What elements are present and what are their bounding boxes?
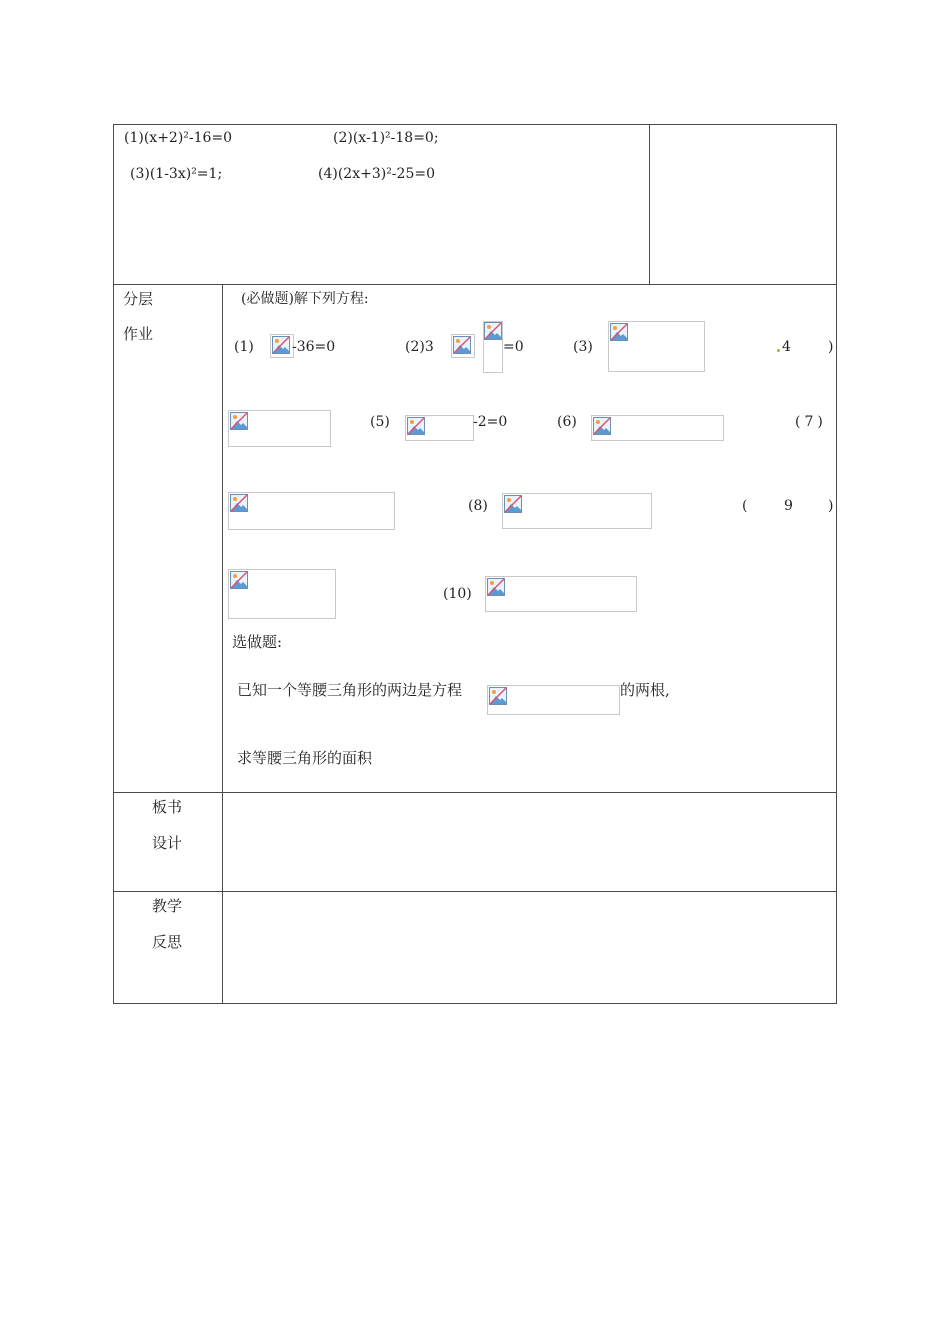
formula-image-p7	[228, 492, 395, 530]
broken-image-icon	[230, 494, 248, 512]
table-border-top	[113, 124, 837, 125]
broken-image-icon	[610, 323, 628, 341]
problem-5-label: (5)	[370, 414, 390, 430]
board-label-1: 板书	[152, 798, 183, 816]
equation-2: (2)(x-1)²-18=0;	[333, 130, 439, 146]
optional-line-2: 求等腰三角形的面积	[237, 749, 373, 767]
required-title: (必做题)解下列方程:	[241, 291, 369, 307]
reflection-label-1: 教学	[152, 897, 183, 915]
equation-4: (4)(2x+3)²-25=0	[318, 166, 435, 182]
optional-line-1-a: 已知一个等腰三角形的两边是方程	[237, 681, 463, 699]
row-divider-2	[113, 792, 837, 793]
broken-image-icon	[489, 687, 507, 705]
broken-image-icon	[230, 571, 248, 589]
problem-9-number: 9	[784, 498, 793, 514]
table-border-left	[113, 124, 114, 1004]
equation-1: (1)(x+2)²-16=0	[124, 130, 233, 146]
row-divider-3	[113, 891, 837, 892]
optional-title: 选做题:	[232, 633, 283, 651]
problem-2-label: (2)3	[405, 339, 434, 355]
broken-image-icon	[504, 495, 522, 513]
problem-5-suffix: -2=0	[473, 414, 508, 430]
broken-image-icon	[272, 336, 290, 354]
problem-9-open: (	[742, 498, 748, 514]
problem-3-label: (3)	[573, 339, 593, 355]
top-divider-vertical	[649, 124, 650, 284]
label-column-divider	[222, 284, 223, 1004]
broken-image-icon	[407, 417, 425, 435]
problem-1-label: (1)	[234, 339, 254, 355]
board-label-2: 设计	[152, 834, 183, 852]
equation-3: (3)(1-3x)²=1;	[130, 166, 223, 182]
problem-1-suffix: -36=0	[292, 339, 336, 355]
problem-2-suffix: =0	[503, 339, 524, 355]
problem-10-label: (10)	[443, 586, 472, 602]
formula-image-p8	[502, 493, 652, 529]
reflection-label-2: 反思	[152, 933, 183, 951]
problem-6-label: (6)	[557, 414, 577, 430]
problem-7-label: (7)	[795, 414, 827, 430]
problem-4-paren: )	[828, 339, 834, 355]
green-marker	[777, 349, 780, 352]
problem-8-label: (8)	[468, 498, 488, 514]
broken-image-icon	[230, 412, 248, 430]
problem-9-close: )	[828, 498, 834, 514]
problem-4-label: 4	[782, 339, 791, 355]
optional-line-1-b: 的两根,	[620, 681, 670, 699]
broken-image-icon	[453, 336, 471, 354]
table-border-right	[836, 124, 837, 1004]
broken-image-icon	[593, 417, 611, 435]
broken-image-icon	[487, 578, 505, 596]
broken-image-icon	[484, 322, 502, 340]
formula-image-p10	[485, 576, 637, 612]
homework-label-2: 作业	[123, 325, 154, 343]
homework-label-1: 分层	[123, 290, 154, 308]
